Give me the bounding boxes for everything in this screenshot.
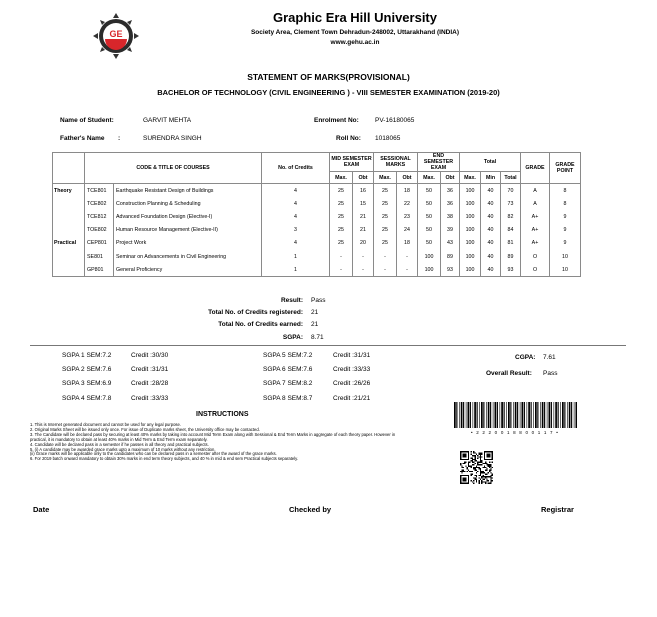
father-name-separator: : (118, 135, 121, 142)
cell-ses-obt: - (397, 263, 418, 277)
father-name: SURENDRA SINGH (143, 135, 202, 142)
cell-ses-max: 25 (374, 184, 397, 198)
end-sem-header: END SEMESTER EXAM (418, 153, 460, 172)
credits-registered-value: 21 (311, 309, 319, 316)
course-title: Advanced Foundation Design (Elective-I) (114, 210, 262, 223)
section-header (53, 153, 85, 184)
cell-ses-obt: 18 (397, 184, 418, 198)
cell-mid-obt: - (353, 263, 374, 277)
cell-grade: O (521, 263, 550, 277)
cell-tot-min: 40 (481, 197, 501, 210)
cell-ses-max: 25 (374, 210, 397, 223)
cell-gp: 10 (550, 250, 581, 263)
cell-ses-obt: 22 (397, 197, 418, 210)
cell-tot-max: 100 (460, 210, 481, 223)
cell-mid-max: 25 (330, 224, 353, 237)
grade-header: GRADE (521, 153, 550, 184)
instruction-item: 4. Candidate will be declared pass in a semester if he passes in all theory and practical subjects. (30, 441, 209, 447)
cell-credits: 4 (262, 210, 330, 223)
cell-grade: A+ (521, 224, 550, 237)
cgpa-label: CGPA: (515, 354, 536, 361)
cell-mid-obt: 16 (353, 184, 374, 198)
father-name-label: Father's Name (60, 135, 105, 142)
course-title: Seminar on Advancements in Civil Engineering (114, 250, 262, 263)
course-code: GP801 (85, 263, 114, 277)
cell-end-max: 50 (418, 224, 441, 237)
cell-ses-max: 25 (374, 197, 397, 210)
end-max-header: Max. (418, 172, 441, 184)
cell-tot-max: 100 (460, 224, 481, 237)
cell-ses-max: 25 (374, 237, 397, 250)
cell-tot: 93 (501, 263, 521, 277)
instruction-item: 3. The Candidate will be declared pass by securing at least 40% marks by taking into account Mid Term Exam along with Sessional & End Term Marks in aggregate of each theory paper. However in practical, it is mandatory to obtain at least 40% marks in Mid Term & End Term exam separately. (30, 431, 396, 442)
cell-tot-min: 40 (481, 263, 501, 277)
university-website: www.gehu.ac.in (330, 39, 380, 46)
cell-credits: 4 (262, 237, 330, 250)
cell-end-max: 50 (418, 197, 441, 210)
student-name-label: Name of Student: (60, 117, 114, 124)
cell-tot-max: 100 (460, 184, 481, 198)
cell-ses-max: - (374, 263, 397, 277)
cell-tot-max: 100 (460, 263, 481, 277)
sem1-sgpa: SGPA 1 SEM:7.2 (62, 352, 112, 359)
credits-earned-value: 21 (311, 321, 319, 328)
instruction-item: (ii) Grace marks will be applicable only to the candidates who can be declared pass in a semester after the award of the grace marks. (30, 451, 277, 457)
cell-mid-obt: 15 (353, 197, 374, 210)
sem3-credit: Credit :28/28 (131, 380, 169, 387)
enrolment-number: PV-16180065 (375, 117, 415, 124)
cell-end-max: 100 (418, 250, 441, 263)
sem3-sgpa: SGPA 3 SEM:6.9 (62, 380, 112, 387)
cell-mid-obt: - (353, 250, 374, 263)
cell-tot-min: 40 (481, 237, 501, 250)
cell-gp: 9 (550, 210, 581, 223)
cell-tot-max: 100 (460, 197, 481, 210)
cell-end-max: 50 (418, 237, 441, 250)
section-cell (53, 250, 85, 263)
cell-ses-obt: 18 (397, 237, 418, 250)
programme-title: BACHELOR OF TECHNOLOGY (CIVIL ENGINEERING ) - VIII SEMESTER EXAMINATION (2019-20) (157, 88, 500, 97)
sem8-sgpa: SGPA 8 SEM:8.7 (263, 395, 313, 402)
cell-tot: 84 (501, 224, 521, 237)
cell-mid-obt: 20 (353, 237, 374, 250)
mid-obt-header: Obt (353, 172, 374, 184)
cell-tot-max: 100 (460, 237, 481, 250)
instructions-title: INSTRUCTIONS (196, 411, 249, 418)
instruction-item: 2. Original Marks Sheet will be issued only once. For issue of Duplicate marks sheet, the University office may be contacted. (30, 426, 260, 432)
sem5-sgpa: SGPA 5 SEM:7.2 (263, 352, 313, 359)
table-row (53, 184, 581, 198)
sem2-credit: Credit :31/31 (131, 366, 169, 373)
university-address: Society Area, Clement Town Dehradun-248002, Uttarakhand (INDIA) (250, 29, 460, 36)
cell-gp: 10 (550, 263, 581, 277)
cell-tot-min: 40 (481, 224, 501, 237)
course-title: Human Resource Management (Elective-II) (114, 224, 262, 237)
section-cell (53, 210, 85, 223)
cell-gp: 9 (550, 224, 581, 237)
sem4-sgpa: SGPA 4 SEM:7.8 (62, 395, 112, 402)
cell-gp: 8 (550, 184, 581, 198)
statement-title: STATEMENT OF MARKS(PROVISIONAL) (247, 72, 410, 82)
cell-tot: 73 (501, 197, 521, 210)
sem6-sgpa: SGPA 6 SEM:7.6 (263, 366, 313, 373)
university-name: Graphic Era Hill University (272, 10, 437, 25)
sem6-credit: Credit :33/33 (333, 366, 371, 373)
cell-tot-min: 40 (481, 210, 501, 223)
cell-mid-obt: 21 (353, 210, 374, 223)
course-code: TOE802 (85, 224, 114, 237)
ses-max-header: Max. (374, 172, 397, 184)
course-title: Project Work (114, 237, 262, 250)
table-row (53, 197, 581, 210)
course-code: SE801 (85, 250, 114, 263)
cell-end-obt: 43 (441, 237, 460, 250)
instruction-item: 6. For 2019 batch onward mandatory to obtain 30% marks in end term theory subjects, and 40 % in mid & end sem Practical subjects separately. (30, 456, 299, 462)
cell-tot: 70 (501, 184, 521, 198)
section-cell (53, 197, 85, 210)
table-row (53, 210, 581, 223)
result-label: Result: (280, 297, 303, 304)
barcode-image (453, 402, 577, 428)
cell-tot-min: 40 (481, 184, 501, 198)
qr-code-image (460, 451, 493, 484)
overall-result-label: Overall Result: (486, 370, 532, 377)
cell-gp: 8 (550, 197, 581, 210)
sgpa-label: SGPA: (282, 334, 303, 341)
table-row (53, 250, 581, 263)
cell-end-max: 50 (418, 184, 441, 198)
cell-mid-max: - (330, 263, 353, 277)
table-row (53, 263, 581, 277)
cell-grade: A (521, 184, 550, 198)
cell-grade: A+ (521, 210, 550, 223)
cell-tot: 82 (501, 210, 521, 223)
cell-gp: 9 (550, 237, 581, 250)
section-cell (53, 224, 85, 237)
cgpa-value: 7.61 (543, 354, 556, 361)
section-divider (30, 345, 626, 346)
cell-ses-obt: 24 (397, 224, 418, 237)
mid-sem-header: MID SEMESTER EXAM (330, 153, 374, 172)
course-code: CEP801 (85, 237, 114, 250)
credits-earned-label: Total No. of Credits earned: (218, 321, 303, 328)
cell-tot: 81 (501, 237, 521, 250)
sem1-credit: Credit :30/30 (131, 352, 169, 359)
result-value: Pass (311, 297, 326, 304)
course-title: Construction Planning & Scheduling (114, 197, 262, 210)
cell-ses-max: 25 (374, 224, 397, 237)
credits-header: No. of Credits (262, 153, 330, 184)
barcode-number: • 2 2 2 0 0 1 8 8 0 0 1 1 7 • (471, 430, 559, 435)
ses-obt-header: Obt (397, 172, 418, 184)
cell-ses-max: - (374, 250, 397, 263)
cell-credits: 4 (262, 197, 330, 210)
mid-max-header: Max. (330, 172, 353, 184)
cell-mid-max: 25 (330, 237, 353, 250)
cell-credits: 1 (262, 263, 330, 277)
cell-end-obt: 36 (441, 197, 460, 210)
registrar-label: Registrar (541, 505, 574, 514)
tot-min-header: Min (481, 172, 501, 184)
course-title: General Proficiency (114, 263, 262, 277)
marks-table-body (53, 184, 581, 277)
sem2-sgpa: SGPA 2 SEM:7.6 (62, 366, 112, 373)
roll-label: Roll No: (336, 135, 361, 142)
cell-end-obt: 36 (441, 184, 460, 198)
instructions-list (30, 423, 410, 462)
cell-end-obt: 93 (441, 263, 460, 277)
cell-end-obt: 39 (441, 224, 460, 237)
cell-mid-obt: 21 (353, 224, 374, 237)
cell-credits: 4 (262, 184, 330, 198)
cell-grade: A+ (521, 237, 550, 250)
sem5-credit: Credit :31/31 (333, 352, 371, 359)
table-row (53, 224, 581, 237)
cell-tot-max: 100 (460, 250, 481, 263)
cell-ses-obt: 23 (397, 210, 418, 223)
cell-end-obt: 89 (441, 250, 460, 263)
cell-credits: 3 (262, 224, 330, 237)
sem4-credit: Credit :33/33 (131, 395, 169, 402)
date-label: Date (33, 505, 50, 514)
sem8-credit: Credit :21/21 (333, 395, 371, 402)
university-logo (92, 12, 140, 60)
cell-end-obt: 38 (441, 210, 460, 223)
tot-max-header: Max. (460, 172, 481, 184)
instruction-item: 5. (i) A candidate may be awarded grace marks upto a maximum of 10 marks without any restriction. (30, 446, 216, 452)
cell-end-max: 50 (418, 210, 441, 223)
course-code: TCE802 (85, 197, 114, 210)
logo-text: GE (109, 29, 123, 39)
course-code: TCE812 (85, 210, 114, 223)
end-obt-header: Obt (441, 172, 460, 184)
student-name: GARVIT MEHTA (143, 117, 192, 124)
cell-credits: 1 (262, 250, 330, 263)
cell-end-max: 100 (418, 263, 441, 277)
credits-registered-label: Total No. of Credits registered: (208, 309, 303, 316)
course-code: TCE801 (85, 184, 114, 198)
marks-table (52, 152, 581, 277)
cell-mid-max: 25 (330, 184, 353, 198)
tot-total-header: Total (501, 172, 521, 184)
sgpa-value: 8.71 (311, 334, 324, 341)
section-label: Practical (53, 237, 85, 250)
section-cell (53, 263, 85, 277)
cell-tot-min: 40 (481, 250, 501, 263)
grade-point-header: GRADE POINT (550, 153, 581, 184)
course-title: Earthquake Resistant Design of Buildings (114, 184, 262, 198)
overall-result-value: Pass (543, 370, 558, 377)
cell-grade: A (521, 197, 550, 210)
total-header: Total (460, 153, 521, 172)
enrolment-label: Enrolment No: (314, 117, 359, 124)
cell-tot: 89 (501, 250, 521, 263)
roll-number: 1018065 (375, 135, 401, 142)
courses-header: CODE & TITLE OF COURSES (85, 153, 262, 184)
section-label: Theory (53, 184, 85, 198)
table-row (53, 237, 581, 250)
cell-mid-max: - (330, 250, 353, 263)
sem7-sgpa: SGPA 7 SEM:8.2 (263, 380, 313, 387)
instruction-item: 1. This is Internet generated document and cannot be used for any legal purpose. (30, 422, 182, 427)
cell-mid-max: 25 (330, 197, 353, 210)
cell-mid-max: 25 (330, 210, 353, 223)
cell-ses-obt: - (397, 250, 418, 263)
checked-by-label: Checked by (289, 505, 332, 514)
cell-grade: O (521, 250, 550, 263)
sessional-header: SESSIONAL MARKS (374, 153, 418, 172)
sem7-credit: Credit :26/26 (333, 380, 371, 387)
